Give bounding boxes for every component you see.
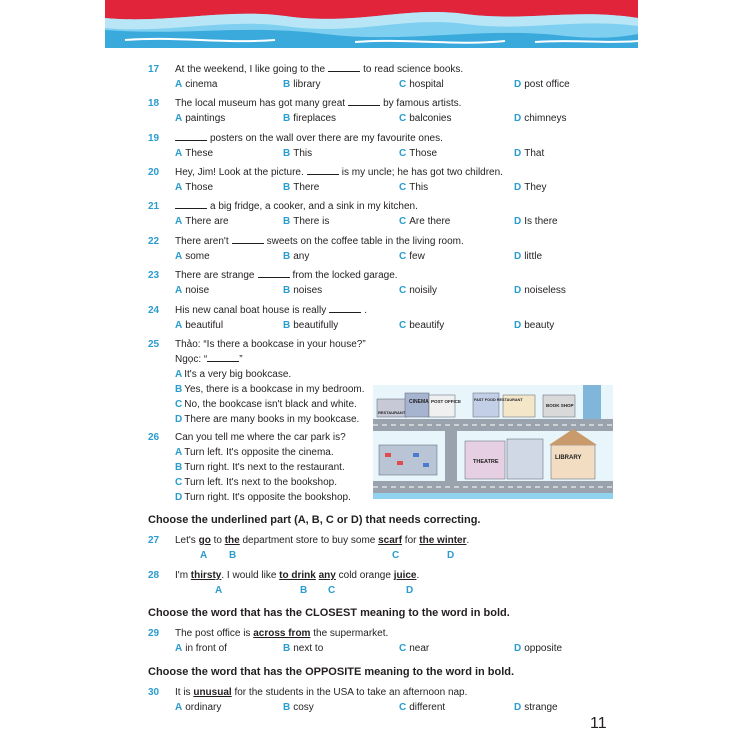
option-c[interactable]: C Are there — [399, 216, 451, 227]
option-c[interactable]: C No, the bookcase isn't black and white. — [175, 399, 357, 410]
option-b[interactable]: B fireplaces — [283, 113, 337, 124]
map-label-restaurant: RESTAURANT — [378, 410, 406, 415]
option-a[interactable]: A Those — [175, 182, 214, 193]
option-c[interactable]: C few — [399, 251, 425, 262]
question-stem: a big fridge, a cooker, and a sink in my kitchen. — [175, 200, 418, 214]
option-c[interactable]: C balconies — [399, 113, 452, 124]
page-number: 11 — [590, 715, 607, 732]
options-row — [175, 78, 605, 92]
option-a[interactable]: A These — [175, 148, 214, 159]
question-number: 28 — [148, 570, 160, 581]
option-d[interactable]: D noiseless — [514, 285, 566, 296]
options-row — [175, 181, 605, 195]
instruction-closest-meaning: Choose the word that has the CLOSEST meaning to the word in bold. — [148, 607, 510, 619]
options-row — [175, 112, 605, 126]
question-stem: The post office is across from the supermarket. — [175, 628, 389, 639]
question-stem: posters on the wall over there are my favourite ones. — [175, 132, 443, 146]
question-number: 22 — [148, 236, 160, 247]
letter-a[interactable]: A — [215, 585, 223, 596]
map-label-post-office: POST OFFICE — [431, 399, 462, 404]
question-number: 23 — [148, 270, 160, 281]
option-c[interactable]: C Those — [399, 148, 438, 159]
option-d[interactable]: D There are many books in my bookcase. — [175, 414, 360, 425]
question-number: 29 — [148, 628, 160, 639]
option-a[interactable]: A It's a very big bookcase. — [175, 369, 292, 380]
answer-blank — [329, 304, 361, 313]
options-row — [175, 147, 605, 161]
answer-blank — [207, 353, 239, 362]
option-a[interactable]: A beautiful — [175, 320, 224, 331]
letter-d[interactable]: D — [447, 550, 455, 561]
question-stem: There aren't sweets on the coffee table in the living room. — [175, 236, 464, 247]
map-label-cinema: CINEMA — [409, 399, 429, 405]
option-b[interactable]: B Yes, there is a bookcase in my bedroom. — [175, 384, 365, 395]
option-b[interactable]: B Turn right. It's next to the restaurant. — [175, 462, 345, 473]
option-c[interactable]: C near — [399, 643, 430, 654]
option-a[interactable]: A There are — [175, 216, 229, 227]
options-row — [175, 250, 605, 264]
question-stem: There are strange from the locked garage. — [175, 270, 398, 281]
option-b[interactable]: B next to — [283, 643, 324, 654]
option-a[interactable]: A noise — [175, 285, 210, 296]
question-stem: The local museum has got many great by famous artists. — [175, 98, 462, 109]
option-a[interactable]: A in front of — [175, 643, 227, 654]
question-number: 26 — [148, 432, 160, 443]
option-a[interactable]: A paintings — [175, 113, 226, 124]
option-b[interactable]: B any — [283, 251, 310, 262]
options-row — [175, 701, 605, 715]
town-map-illustration — [373, 385, 613, 499]
question-number: 18 — [148, 98, 160, 109]
option-d[interactable]: D Is there — [514, 216, 558, 227]
question-stem: It is unusual for the students in the USA to take an afternoon nap. — [175, 687, 468, 698]
options-row — [175, 319, 605, 333]
option-b[interactable]: B There — [283, 182, 320, 193]
question-stem: His new canal boat house is really . — [175, 305, 367, 316]
question-number: 17 — [148, 64, 160, 75]
question-number: 30 — [148, 687, 160, 698]
letter-b[interactable]: B — [300, 585, 308, 596]
option-c[interactable]: C noisily — [399, 285, 438, 296]
answer-blank — [232, 235, 264, 244]
question-stem: Thảo: “Is there a bookcase in your house?” — [175, 339, 366, 350]
option-a[interactable]: A Turn left. It's opposite the cinema. — [175, 447, 334, 458]
option-d[interactable]: D beauty — [514, 320, 555, 331]
option-c[interactable]: C hospital — [399, 79, 444, 90]
option-b[interactable]: B There is — [283, 216, 330, 227]
option-d[interactable]: D opposite — [514, 643, 563, 654]
question-stem: I'm thirsty. I would like to drink any cold orange juice. — [175, 570, 420, 581]
option-b[interactable]: B beautifully — [283, 320, 339, 331]
options-row — [175, 284, 605, 298]
option-c[interactable]: C Turn left. It's next to the bookshop. — [175, 477, 337, 488]
dialogue-line: Ngọc: “ ” — [175, 354, 243, 365]
answer-blank — [175, 200, 207, 209]
underline-letters — [175, 584, 595, 596]
option-d[interactable]: D little — [514, 251, 543, 262]
answer-blank — [175, 132, 207, 141]
option-d[interactable]: D That — [514, 148, 545, 159]
letter-a[interactable]: A — [200, 550, 208, 561]
question-stem: Hey, Jim! Look at the picture. is my uncle; he has got two children. — [175, 167, 503, 178]
option-b[interactable]: B This — [283, 148, 313, 159]
instruction-find-error: Choose the underlined part (A, B, C or D) that needs correcting. — [148, 514, 481, 526]
option-a[interactable]: A some — [175, 251, 210, 262]
option-c[interactable]: C This — [399, 182, 429, 193]
question-stem: At the weekend, I like going to the to read science books. — [175, 64, 464, 75]
letter-c[interactable]: C — [328, 585, 336, 596]
map-label-book-shop: BOOK SHOP — [546, 403, 574, 408]
option-d[interactable]: D They — [514, 182, 547, 193]
options-row — [175, 215, 605, 229]
answer-blank — [307, 166, 339, 175]
header-wave-banner — [105, 0, 638, 48]
question-number: 24 — [148, 305, 160, 316]
option-d[interactable]: D post office — [514, 79, 570, 90]
question-number: 19 — [148, 133, 160, 144]
option-b[interactable]: B library — [283, 79, 321, 90]
map-label-library: LIBRARY — [555, 455, 582, 461]
question-number: 21 — [148, 201, 160, 212]
option-d[interactable]: D chimneys — [514, 113, 567, 124]
option-b[interactable]: B noises — [283, 285, 323, 296]
option-c[interactable]: C beautify — [399, 320, 445, 331]
map-label-fast-food: FAST FOOD RESTAURANT — [474, 398, 523, 402]
answer-blank — [348, 97, 380, 106]
letter-c[interactable]: C — [392, 550, 400, 561]
question-number: 25 — [148, 339, 160, 350]
option-b[interactable]: B cosy — [283, 702, 314, 713]
answer-blank — [328, 63, 360, 72]
underline-letters — [175, 549, 595, 561]
question-number: 27 — [148, 535, 160, 546]
option-d[interactable]: D Turn right. It's opposite the bookshop. — [175, 492, 351, 503]
options-row — [175, 642, 605, 656]
option-a[interactable]: A cinema — [175, 79, 218, 90]
option-a[interactable]: A ordinary — [175, 702, 222, 713]
question-number: 20 — [148, 167, 160, 178]
letter-d[interactable]: D — [406, 585, 414, 596]
map-label-theatre: THEATRE — [473, 459, 499, 465]
option-c[interactable]: C different — [399, 702, 446, 713]
instruction-opposite-meaning: Choose the word that has the OPPOSITE meaning to the word in bold. — [148, 666, 515, 678]
question-stem: Let's go to the department store to buy some scarf for the winter. — [175, 535, 470, 546]
question-stem: Can you tell me where the car park is? — [175, 432, 346, 443]
option-d[interactable]: D strange — [514, 702, 558, 713]
letter-b[interactable]: B — [229, 550, 237, 561]
answer-blank — [258, 269, 290, 278]
